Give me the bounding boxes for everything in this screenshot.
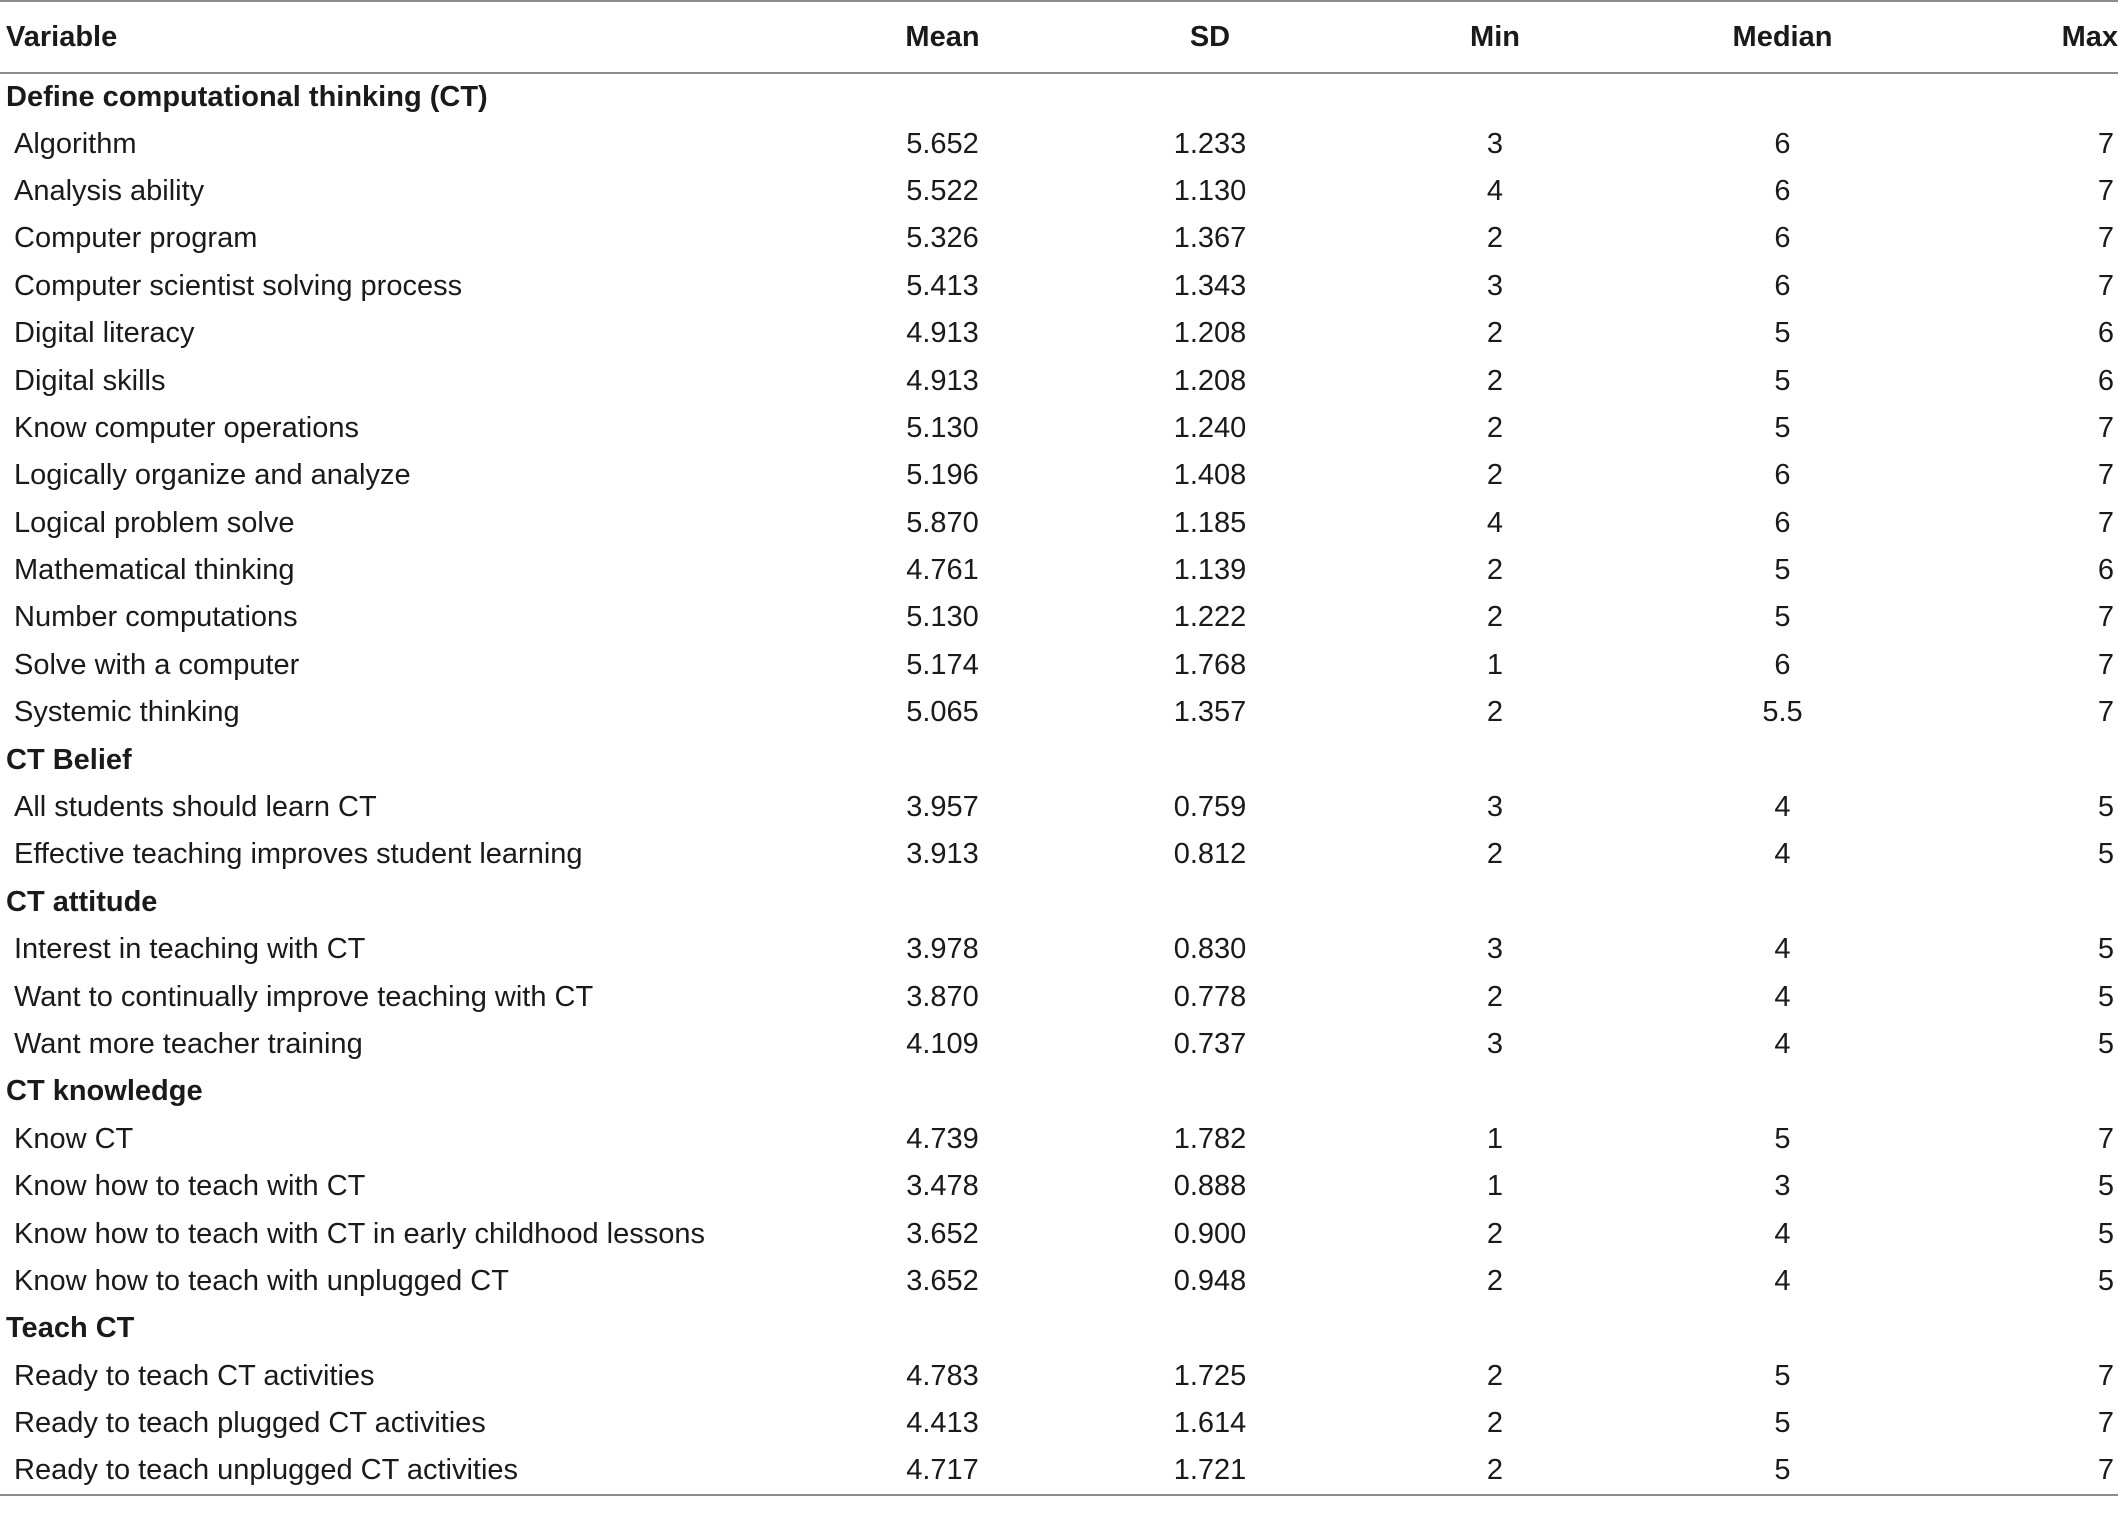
cell-variable: Interest in teaching with CT [14, 933, 366, 966]
cell-sd: 0.812 [1173, 838, 1247, 871]
cell-variable: Effective teaching improves student learning [14, 838, 583, 871]
cell-mean: 3.978 [906, 933, 979, 966]
cell-mean: 4.913 [906, 364, 979, 397]
cell-max: 5 [2097, 1028, 2114, 1060]
cell-mean: 4.913 [906, 317, 979, 350]
cell-max: 7 [2097, 127, 2114, 160]
cell-sd: 0.737 [1173, 1028, 1247, 1060]
table-row [0, 452, 2118, 499]
cell-sd: 1.233 [1173, 127, 1247, 160]
cell-median: 6 [1774, 222, 1791, 255]
section-header-row [0, 1068, 2118, 1115]
cell-median: 6 [1774, 127, 1791, 160]
cell-median: 4 [1774, 1264, 1791, 1297]
cell-mean: 3.913 [906, 838, 979, 871]
table-row [0, 689, 2118, 736]
cell-sd: 1.408 [1173, 459, 1247, 492]
header-median: Median [1635, 1, 1930, 73]
cell-sd: 1.614 [1173, 1407, 1247, 1440]
table-row [0, 1400, 2118, 1447]
cell-sd: 1.208 [1173, 317, 1247, 350]
cell-max: 7 [1930, 1447, 2118, 1494]
cell-mean: 4.761 [906, 554, 979, 587]
cell-mean: 5.065 [906, 696, 979, 729]
table-row [0, 357, 2118, 404]
cell-median: 6 [1774, 269, 1791, 302]
cell-min: 2 [1486, 411, 1504, 444]
table-header [0, 1, 2118, 73]
cell-mean: 3.478 [906, 1170, 979, 1203]
cell-median: 4 [1774, 933, 1791, 966]
table-row [0, 168, 2118, 215]
cell-max: 5 [2097, 791, 2114, 824]
table-row [0, 547, 2118, 594]
cell-max: 7 [2097, 648, 2114, 681]
cell-min: 2 [1486, 1359, 1504, 1392]
table-body [0, 73, 2118, 1495]
cell-sd: 0.830 [1173, 933, 1247, 966]
cell-variable: Know how to teach with CT [14, 1170, 366, 1203]
cell-mean: 4.783 [906, 1359, 979, 1392]
section-title: Define computational thinking (CT) [6, 80, 488, 113]
cell-max: 5 [2097, 933, 2114, 966]
cell-median: 4 [1774, 838, 1791, 871]
cell-variable: Digital skills [14, 364, 166, 397]
cell-median: 5 [1774, 1359, 1791, 1392]
header-sd: SD [1065, 1, 1355, 73]
cell-mean: 5.413 [906, 269, 979, 302]
cell-median: 4 [1774, 1028, 1791, 1060]
section-title: CT attitude [6, 885, 158, 918]
cell-mean: 3.652 [906, 1264, 979, 1297]
cell-median: 4 [1774, 1217, 1791, 1250]
cell-min: 1 [1486, 648, 1504, 681]
cell-min: 2 [1486, 696, 1504, 729]
cell-median: 3 [1774, 1170, 1791, 1203]
cell-variable: Ready to teach CT activities [14, 1359, 375, 1392]
table-row [0, 405, 2118, 452]
cell-mean: 3.652 [906, 1217, 979, 1250]
cell-max: 7 [2097, 1407, 2114, 1440]
cell-median: 5 [1774, 1407, 1791, 1440]
cell-min: 1 [1486, 1122, 1504, 1155]
table-row [0, 1116, 2118, 1163]
cell-median: 5.5 [1762, 696, 1803, 729]
cell-min: 3 [1486, 269, 1504, 302]
cell-mean: 5.174 [906, 648, 979, 681]
cell-mean: 3.870 [906, 980, 979, 1013]
table-row [0, 831, 2118, 878]
cell-variable: Mathematical thinking [14, 554, 295, 587]
table-row [0, 973, 2118, 1020]
cell-min: 3 [1486, 791, 1504, 824]
table-row [0, 594, 2118, 641]
cell-sd: 1.130 [1173, 174, 1247, 207]
cell-sd: 1.343 [1173, 269, 1247, 302]
cell-median: 6 [1774, 506, 1791, 539]
cell-median: 6 [1774, 459, 1791, 492]
cell-mean: 5.130 [906, 411, 979, 444]
cell-sd: 1.367 [1173, 222, 1247, 255]
cell-median: 5 [1774, 554, 1791, 587]
cell-variable: Want more teacher training [14, 1028, 363, 1060]
cell-max: 5 [2097, 1264, 2114, 1297]
cell-min: 2 [1355, 1447, 1635, 1494]
cell-variable: Analysis ability [14, 174, 205, 207]
table-row [0, 310, 2118, 357]
cell-min: 2 [1486, 222, 1504, 255]
cell-min: 3 [1486, 933, 1504, 966]
table-row [0, 926, 2118, 973]
cell-mean: 5.196 [906, 459, 979, 492]
cell-max: 6 [2097, 364, 2114, 397]
table-row [0, 120, 2118, 167]
cell-sd: 1.721 [1065, 1447, 1355, 1494]
cell-median: 5 [1635, 1447, 1930, 1494]
cell-max: 7 [2097, 459, 2114, 492]
cell-min: 4 [1486, 174, 1504, 207]
table-row [0, 1021, 2118, 1068]
cell-max: 6 [2097, 317, 2114, 350]
cell-sd: 1.240 [1173, 411, 1247, 444]
cell-max: 7 [2097, 174, 2114, 207]
header-row [0, 1, 2118, 73]
cell-variable: Know how to teach with CT in early childhood lessons [14, 1217, 706, 1250]
cell-min: 4 [1486, 506, 1504, 539]
header-variable: Variable [0, 1, 820, 73]
cell-sd: 1.357 [1173, 696, 1247, 729]
cell-mean: 3.957 [906, 791, 979, 824]
cell-max: 6 [2097, 554, 2114, 587]
cell-sd: 1.768 [1173, 648, 1247, 681]
cell-sd: 0.948 [1173, 1264, 1247, 1297]
cell-min: 2 [1486, 1264, 1504, 1297]
cell-max: 5 [2097, 1217, 2114, 1250]
table-row [0, 263, 2118, 310]
cell-variable: Computer scientist solving process [14, 269, 463, 302]
cell-median: 5 [1774, 411, 1791, 444]
cell-variable: Number computations [14, 601, 298, 634]
cell-variable: Logically organize and analyze [14, 459, 411, 492]
cell-variable: Want to continually improve teaching with CT [14, 980, 594, 1013]
cell-min: 2 [1486, 601, 1504, 634]
cell-max: 7 [2097, 269, 2114, 302]
section-header-row [0, 1305, 2118, 1352]
cell-min: 2 [1486, 554, 1504, 587]
cell-mean: 4.109 [906, 1028, 979, 1060]
cell-sd: 1.725 [1173, 1359, 1247, 1392]
cell-variable: Algorithm [14, 127, 137, 160]
cell-max: 7 [2097, 411, 2114, 444]
cell-mean: 5.522 [906, 174, 979, 207]
section-header-row [0, 879, 2118, 926]
cell-max: 7 [2097, 506, 2114, 539]
cell-variable: Computer program [14, 222, 258, 255]
cell-variable: Ready to teach plugged CT activities [14, 1407, 486, 1440]
cell-min: 2 [1486, 1217, 1504, 1250]
cell-variable: Solve with a computer [14, 648, 300, 681]
cell-variable: Know CT [14, 1122, 134, 1155]
table-row [0, 1258, 2118, 1305]
table-row [0, 1447, 2118, 1494]
section-header-row [0, 73, 2118, 120]
cell-variable: Systemic thinking [14, 696, 240, 729]
cell-sd: 1.139 [1173, 554, 1247, 587]
table-row [0, 784, 2118, 831]
cell-median: 4 [1774, 980, 1791, 1013]
cell-sd: 1.782 [1173, 1122, 1247, 1155]
cell-min: 2 [1486, 1407, 1504, 1440]
cell-sd: 0.778 [1173, 980, 1247, 1013]
cell-variable: Logical problem solve [14, 506, 295, 539]
cell-min: 2 [1486, 838, 1504, 871]
cell-median: 6 [1774, 174, 1791, 207]
section-header-row [0, 736, 2118, 783]
cell-max: 5 [2097, 838, 2114, 871]
cell-median: 4 [1774, 791, 1791, 824]
cell-min: 2 [1486, 364, 1504, 397]
cell-median: 5 [1774, 364, 1791, 397]
cell-mean: 4.717 [820, 1447, 1065, 1494]
cell-min: 2 [1486, 980, 1504, 1013]
cell-mean: 4.413 [906, 1407, 979, 1440]
cell-mean: 5.870 [906, 506, 979, 539]
table-row [0, 1353, 2118, 1400]
cell-min: 3 [1486, 127, 1504, 160]
cell-variable: All students should learn CT [14, 791, 377, 824]
cell-median: 6 [1774, 648, 1791, 681]
header-min: Min [1355, 1, 1635, 73]
cell-mean: 5.326 [906, 222, 979, 255]
cell-sd: 1.222 [1173, 601, 1247, 634]
cell-min: 2 [1486, 317, 1504, 350]
cell-min: 1 [1486, 1170, 1504, 1203]
cell-max: 7 [2097, 1359, 2114, 1392]
cell-mean: 4.739 [906, 1122, 979, 1155]
cell-max: 5 [2097, 980, 2114, 1013]
cell-sd: 1.185 [1173, 506, 1247, 539]
section-title: CT Belief [6, 743, 132, 776]
cell-min: 3 [1486, 1028, 1504, 1060]
cell-sd: 0.888 [1173, 1170, 1247, 1203]
header-mean: Mean [820, 1, 1065, 73]
table-row [0, 1163, 2118, 1210]
cell-mean: 5.652 [906, 127, 979, 160]
cell-max: 7 [2097, 601, 2114, 634]
cell-min: 2 [1486, 459, 1504, 492]
section-title: Teach CT [6, 1312, 135, 1345]
cell-median: 5 [1774, 317, 1791, 350]
cell-max: 5 [2097, 1170, 2114, 1203]
cell-max: 7 [2097, 696, 2114, 729]
cell-variable: Know computer operations [14, 411, 359, 444]
cell-variable: Ready to teach unplugged CT activities [0, 1447, 820, 1494]
cell-sd: 0.900 [1173, 1217, 1247, 1250]
cell-mean: 5.130 [906, 601, 979, 634]
section-title: CT knowledge [6, 1075, 203, 1108]
table-row [0, 1210, 2118, 1257]
table-row [0, 500, 2118, 547]
cell-variable: Digital literacy [14, 317, 195, 350]
cell-max: 7 [2097, 222, 2114, 255]
cell-median: 5 [1774, 601, 1791, 634]
header-max: Max [1930, 1, 2118, 73]
cell-max: 7 [2097, 1122, 2114, 1155]
cell-sd: 0.759 [1173, 791, 1247, 824]
table-row [0, 215, 2118, 262]
cell-median: 5 [1774, 1122, 1791, 1155]
cell-variable: Know how to teach with unplugged CT [14, 1264, 509, 1297]
cell-sd: 1.208 [1173, 364, 1247, 397]
table-row [0, 642, 2118, 689]
